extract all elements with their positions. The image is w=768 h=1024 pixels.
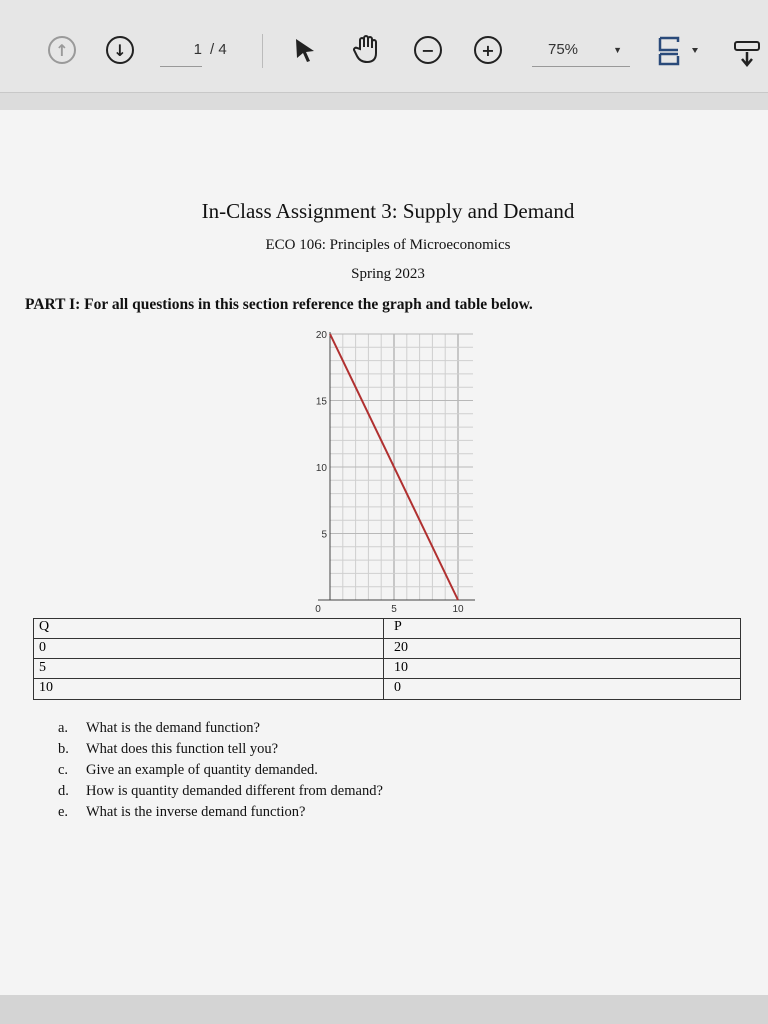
- chart-ticks: [315, 330, 464, 615]
- y-tick-label: 15: [315, 396, 327, 408]
- y-tick-label: 10: [315, 463, 327, 474]
- cell-p: 20: [394, 640, 408, 655]
- view-options-button[interactable]: [656, 34, 700, 68]
- arrow-up-icon: ↑: [55, 40, 69, 60]
- zoom-in-button[interactable]: [474, 36, 502, 64]
- bottom-area: [0, 995, 768, 1024]
- download-icon: [735, 42, 759, 65]
- column-header-q: Q: [39, 619, 50, 634]
- term: Spring 2023: [351, 266, 425, 282]
- toolbar-divider: [262, 34, 263, 68]
- table-row: [34, 678, 740, 699]
- part-heading: PART I: For all questions in this section reference the graph and table below.: [25, 296, 533, 313]
- y-tick-label: 20: [315, 330, 327, 341]
- demand-chart: [290, 320, 490, 620]
- chevron-down-icon: ▼: [613, 45, 622, 55]
- hand-tool-button[interactable]: [352, 33, 382, 65]
- hand-icon: [354, 36, 376, 62]
- plus-icon: +: [481, 40, 495, 60]
- x-tick-label: 10: [452, 604, 464, 615]
- cell-q: 10: [39, 680, 53, 695]
- chart-grid: [330, 334, 473, 600]
- minus-icon: −: [421, 40, 435, 60]
- table-row: [34, 638, 740, 659]
- zoom-out-button[interactable]: [414, 36, 442, 64]
- zoom-select[interactable]: 75% ▼: [532, 36, 630, 67]
- page-title: In-Class Assignment 3: Supply and Demand: [201, 199, 575, 223]
- cursor-arrow-icon: [296, 39, 314, 62]
- cell-q: 0: [39, 640, 46, 655]
- x-tick-label: 5: [391, 604, 397, 615]
- y-tick-label: 5: [321, 529, 327, 541]
- select-tool-button[interactable]: [292, 36, 318, 64]
- arrow-down-icon: ↓: [113, 40, 127, 60]
- cell-q: 5: [39, 660, 46, 675]
- page-view-icon: [660, 38, 678, 64]
- pdf-toolbar: [0, 0, 768, 93]
- table-header-row: [34, 618, 740, 638]
- page-number-input[interactable]: 1: [160, 36, 202, 67]
- course-name: ECO 106: Principles of Microeconomics: [265, 237, 511, 253]
- previous-page-button[interactable]: [48, 36, 76, 64]
- cell-p: 0: [394, 680, 401, 695]
- next-page-button[interactable]: [106, 36, 134, 64]
- cell-p: 10: [394, 660, 408, 675]
- qp-table: [33, 618, 741, 700]
- page-total: / 4: [210, 41, 227, 58]
- table-row: [34, 658, 740, 679]
- download-button[interactable]: [732, 40, 762, 70]
- column-header-p: P: [394, 619, 402, 634]
- x-tick-label: 0: [315, 604, 321, 615]
